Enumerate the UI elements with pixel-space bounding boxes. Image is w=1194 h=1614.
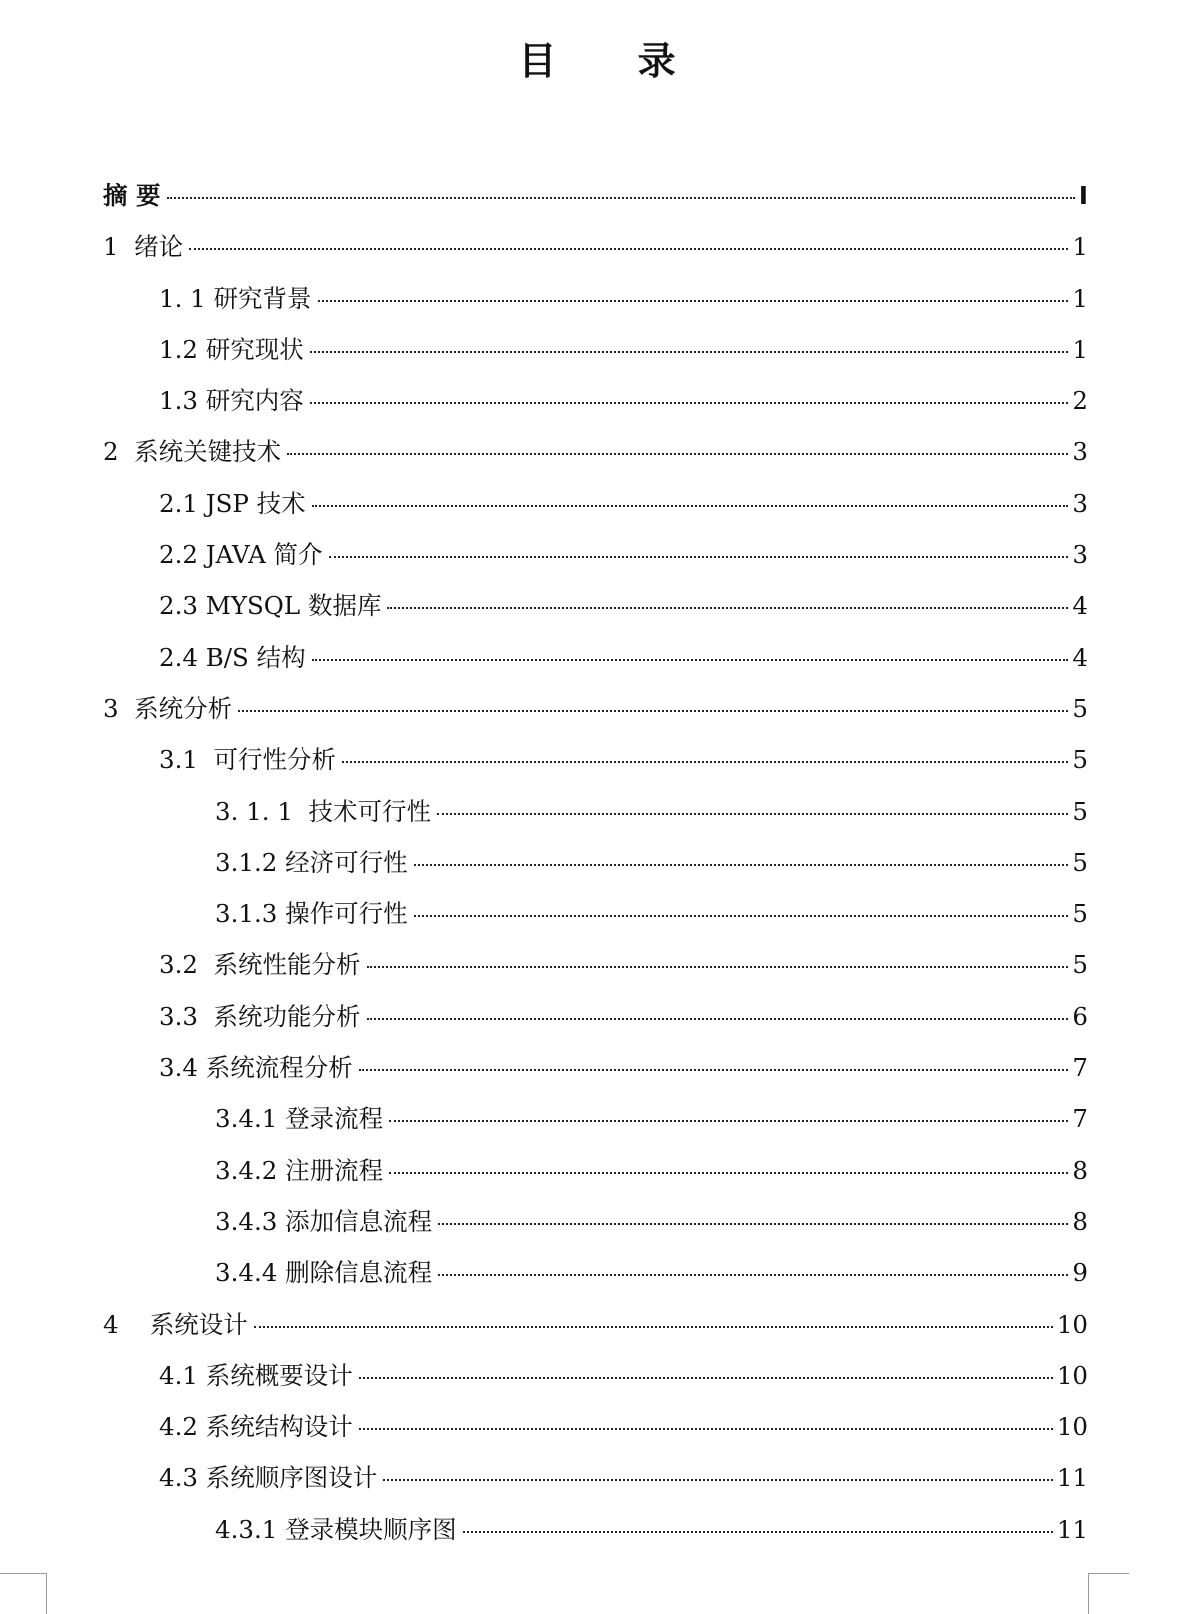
toc-entry[interactable] (103, 639, 1088, 690)
toc-dot-leader (359, 1377, 1053, 1379)
toc-entry[interactable] (103, 1306, 1088, 1357)
toc-entry-page-number: 1 (1072, 334, 1088, 364)
toc-dot-leader (254, 1326, 1053, 1328)
toc-dot-leader (438, 1274, 1068, 1276)
toc-entry-label: 2.2 JAVA 简介 (159, 540, 323, 570)
toc-entry-label: 3.4.2 注册流程 (215, 1155, 384, 1185)
toc-dot-leader (414, 864, 1069, 866)
toc-entry[interactable] (103, 793, 1088, 844)
toc-dot-leader (329, 556, 1069, 558)
toc-entry-page-number: 7 (1072, 1053, 1088, 1083)
toc-dot-leader (312, 659, 1069, 661)
toc-entry[interactable] (103, 1254, 1088, 1305)
toc-entry[interactable] (103, 228, 1088, 279)
toc-entry[interactable] (103, 1100, 1088, 1151)
toc-entry[interactable] (103, 382, 1088, 433)
toc-entry-page-number: 5 (1072, 950, 1088, 980)
toc-entry-page-number: 11 (1056, 1514, 1088, 1544)
toc-dot-leader (189, 248, 1068, 250)
toc-dot-leader (287, 453, 1068, 455)
toc-entry[interactable] (103, 485, 1088, 536)
toc-entry[interactable] (103, 587, 1088, 638)
toc-entry-page-number: 8 (1072, 1155, 1088, 1185)
toc-entry-label: 3.1 可行性分析 (159, 745, 337, 775)
toc-entry-label: 3.4.3 添加信息流程 (215, 1206, 433, 1236)
toc-entry-page-number: 5 (1072, 796, 1088, 826)
toc-entry-label: 3.4.1 登录流程 (215, 1104, 384, 1134)
toc-entry-label: 4.1 系统概要设计 (159, 1360, 353, 1390)
table-of-contents (103, 177, 1088, 1562)
toc-dot-leader (437, 813, 1068, 815)
toc-entry[interactable] (103, 690, 1088, 741)
page-title: 目 录 (518, 39, 710, 83)
toc-entry-label: 3.1.2 经济可行性 (215, 847, 408, 877)
toc-entry-label: 3.1.3 操作可行性 (215, 899, 408, 929)
toc-dot-leader (310, 351, 1069, 353)
toc-dot-leader (238, 710, 1068, 712)
toc-dot-leader (359, 1428, 1053, 1430)
toc-dot-leader (310, 402, 1069, 404)
toc-dot-leader (387, 607, 1068, 609)
toc-entry[interactable] (103, 1459, 1088, 1510)
toc-entry-page-number: 10 (1056, 1360, 1088, 1390)
toc-entry[interactable] (103, 331, 1088, 382)
toc-entry[interactable] (103, 741, 1088, 792)
toc-entry-page-number: 10 (1056, 1412, 1088, 1442)
toc-entry-page-number: 3 (1072, 540, 1088, 570)
toc-entry-page-number: 11 (1056, 1463, 1088, 1493)
toc-dot-leader (312, 505, 1069, 507)
toc-entry-label: 1.3 研究内容 (159, 386, 304, 416)
toc-entry[interactable] (103, 1357, 1088, 1408)
toc-entry[interactable] (103, 998, 1088, 1049)
toc-entry-label: 2.1 JSP 技术 (159, 488, 306, 518)
toc-entry[interactable] (103, 280, 1088, 331)
toc-entry-label: 2.3 MYSQL 数据库 (159, 591, 382, 621)
toc-entry-page-number: 5 (1072, 745, 1088, 775)
toc-dot-leader (389, 1120, 1068, 1122)
toc-dot-leader (389, 1172, 1068, 1174)
toc-entry-page-number: 3 (1072, 488, 1088, 518)
toc-entry-label: 3. 1. 1 技术可行性 (215, 796, 431, 826)
toc-dot-leader (318, 300, 1069, 302)
toc-entry[interactable] (103, 536, 1088, 587)
page-corner-mark-right (1088, 1573, 1129, 1614)
toc-entry-label: 2 系统关键技术 (103, 437, 282, 467)
toc-entry-label: 3.3 系统功能分析 (159, 1001, 361, 1031)
toc-entry-label: 1.2 研究现状 (159, 334, 304, 364)
toc-entry-label: 3.2 系统性能分析 (159, 950, 361, 980)
toc-entry-page-number: 1 (1072, 283, 1088, 313)
toc-entry-page-number: 4 (1072, 642, 1088, 672)
toc-entry[interactable] (103, 844, 1088, 895)
toc-entry-page-number: 5 (1072, 847, 1088, 877)
toc-entry-label: 4.2 系统结构设计 (159, 1412, 353, 1442)
toc-dot-leader (463, 1531, 1053, 1533)
toc-entry-label: 3.4.4 删除信息流程 (215, 1258, 433, 1288)
toc-entry-page-number: 3 (1072, 437, 1088, 467)
toc-entry[interactable] (103, 1152, 1088, 1203)
toc-dot-leader (438, 1223, 1068, 1225)
toc-entry[interactable] (103, 1049, 1088, 1100)
toc-entry-label: 4.3 系统顺序图设计 (159, 1463, 378, 1493)
toc-entry[interactable] (103, 895, 1088, 946)
toc-entry[interactable] (103, 1408, 1088, 1459)
toc-dot-leader (342, 761, 1068, 763)
toc-entry-page-number: I (1078, 181, 1088, 210)
toc-dot-leader (414, 915, 1069, 917)
toc-entry-label: 4.3.1 登录模块顺序图 (215, 1514, 457, 1544)
toc-entry-label: 1. 1 研究背景 (159, 283, 312, 313)
toc-entry-page-number: 5 (1072, 693, 1088, 723)
toc-entry-label: 1 绪论 (103, 232, 184, 262)
toc-entry[interactable] (103, 1511, 1088, 1562)
toc-entry-page-number: 10 (1056, 1309, 1088, 1339)
toc-entry[interactable] (103, 177, 1088, 228)
toc-entry-label: 摘 要 (103, 181, 161, 210)
page-corner-mark-left (0, 1573, 47, 1614)
toc-entry-label: 4 系统设计 (103, 1309, 248, 1339)
toc-entry-label: 3 系统分析 (103, 693, 233, 723)
toc-entry[interactable] (103, 1203, 1088, 1254)
toc-dot-leader (367, 1018, 1069, 1020)
toc-dot-leader (383, 1479, 1053, 1481)
toc-dot-leader (367, 966, 1069, 968)
toc-entry-page-number: 1 (1072, 232, 1088, 262)
toc-entry-page-number: 2 (1072, 386, 1088, 416)
toc-entry-page-number: 9 (1072, 1258, 1088, 1288)
toc-dot-leader (359, 1069, 1069, 1071)
toc-entry-page-number: 4 (1072, 591, 1088, 621)
toc-entry[interactable] (103, 433, 1088, 484)
toc-entry-page-number: 6 (1072, 1001, 1088, 1031)
toc-entry-label: 3.4 系统流程分析 (159, 1053, 353, 1083)
toc-entry-page-number: 8 (1072, 1206, 1088, 1236)
toc-dot-leader (167, 197, 1075, 199)
toc-entry-page-number: 5 (1072, 899, 1088, 929)
toc-entry-label: 2.4 B/S 结构 (159, 642, 306, 672)
toc-entry[interactable] (103, 946, 1088, 997)
toc-entry-page-number: 7 (1072, 1104, 1088, 1134)
